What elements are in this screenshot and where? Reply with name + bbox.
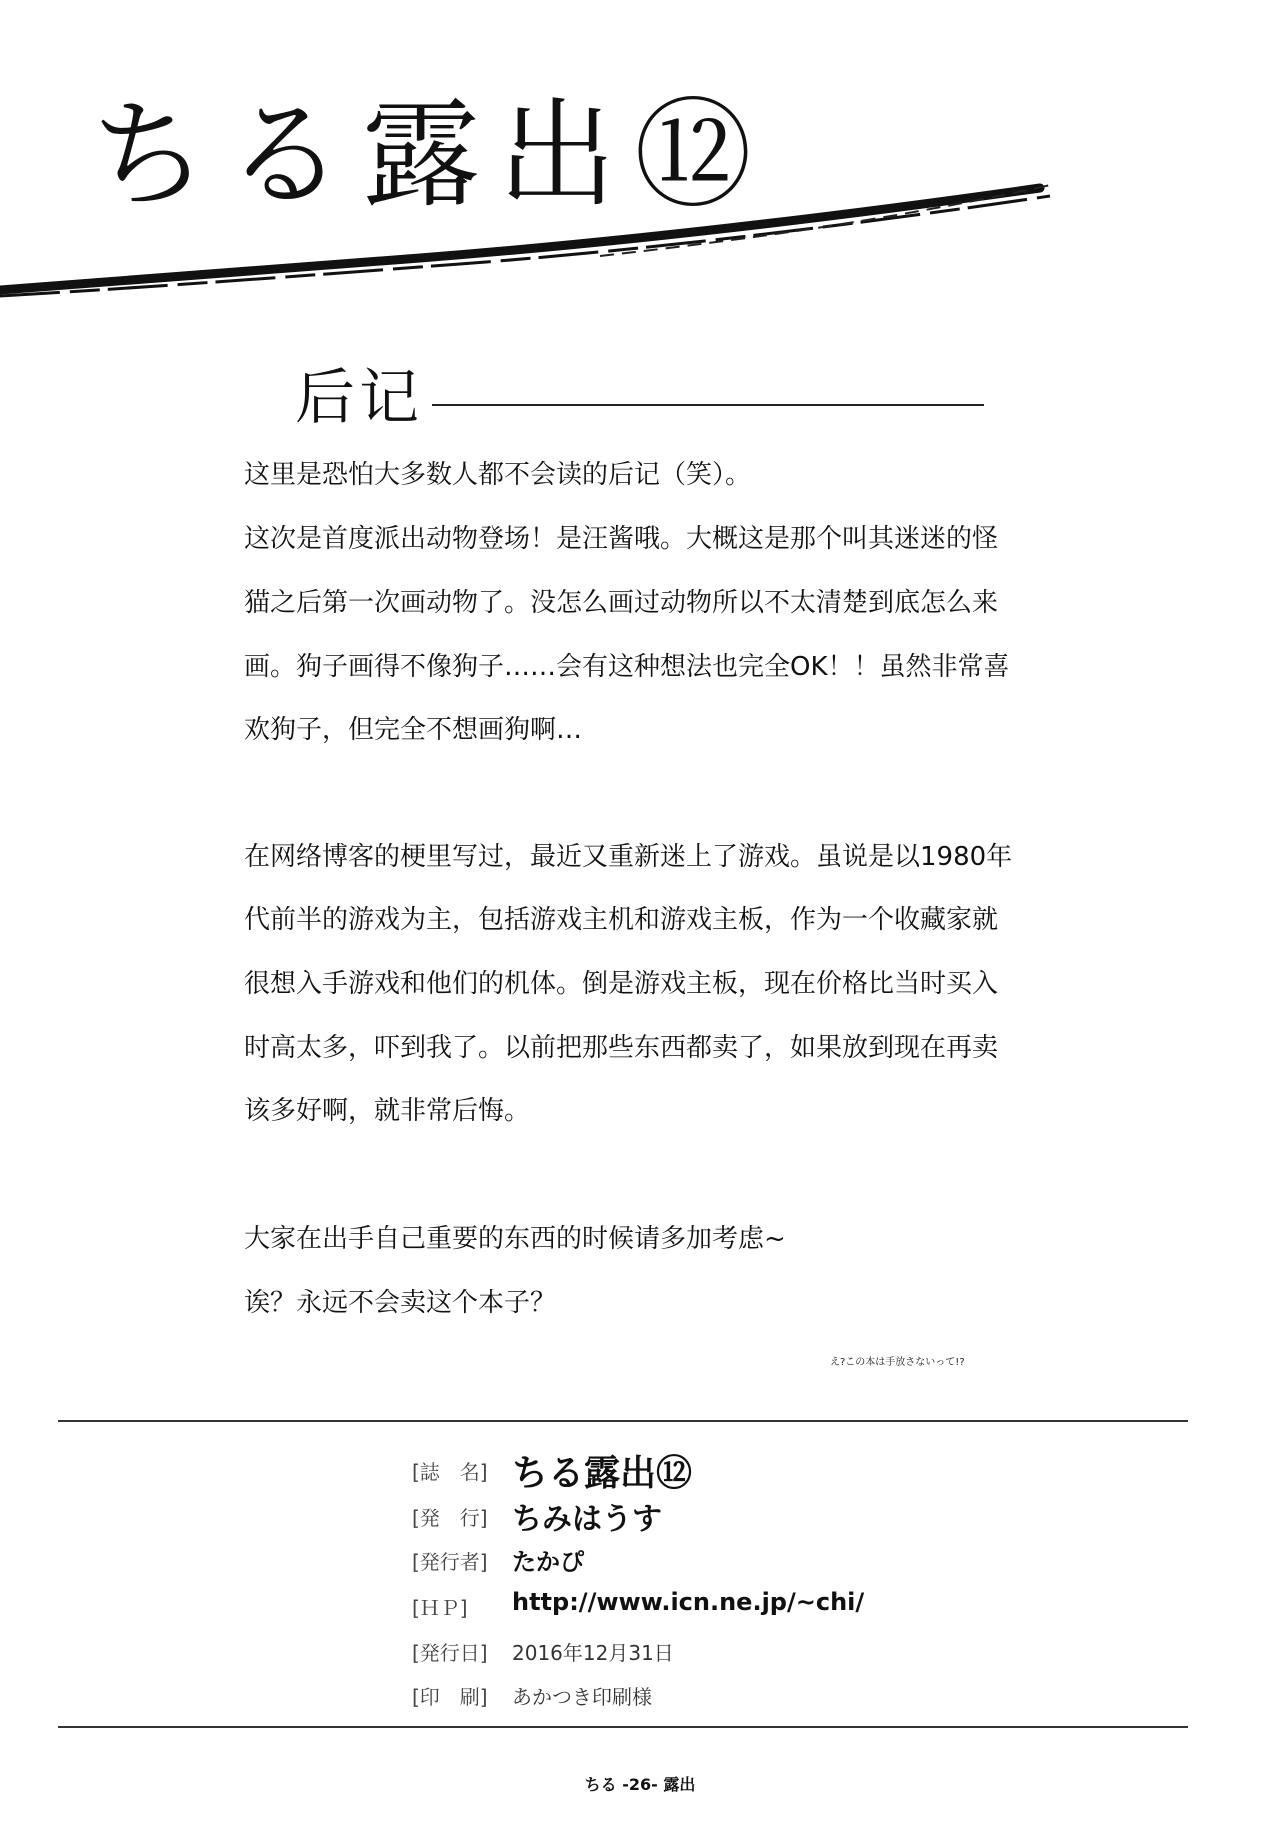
afterword-line: 欢狗子，但完全不想画狗啊… (244, 715, 583, 745)
afterword-line: 该多好啊，就非常后悔。 (244, 1096, 531, 1126)
colophon-label: [誌 名] (412, 1460, 488, 1484)
afterword-line: 这次是首度派出动物登场！是汪酱哦。大概这是那个叫其迷迷的怪 (244, 524, 999, 554)
afterword-aside-note: え?この本は手放さないって!? (830, 1357, 965, 1368)
colophon-bottom-rule (58, 1726, 1188, 1728)
afterword-line: 猫之后第一次画动物了。没怎么画过动物所以不太清楚到底怎么来 (244, 588, 999, 618)
colophon-printer-value: あかつき印刷様 (512, 1685, 652, 1709)
colophon-date-value: 2016年12月31日 (512, 1641, 674, 1665)
colophon-label: [発行日] (412, 1641, 488, 1665)
afterword-line: 时高太多，吓到我了。以前把那些东西都卖了，如果放到现在再卖 (244, 1033, 999, 1063)
colophon-label: [ＨＰ] (412, 1596, 468, 1620)
colophon-publisher-value: たかぴ (512, 1548, 584, 1576)
colophon-title-value: ちる露出⑫ (512, 1453, 693, 1494)
afterword-line: 诶？永远不会卖这个本子？ (244, 1288, 557, 1318)
afterword-line: 大家在出手自己重要的东西的时候请多加考虑~ (244, 1224, 786, 1254)
afterword-line: 代前半的游戏为主，包括游戏主机和游戏主板，作为一个收藏家就 (244, 905, 999, 935)
afterword-heading-rule (432, 404, 984, 406)
colophon-circle-value: ちみはうす (512, 1502, 662, 1537)
afterword-line: 在网络博客的梗里写过，最近又重新迷上了游戏。虽说是以1980年 (244, 842, 1013, 872)
colophon-homepage-link[interactable]: http://www.icn.ne.jp/~chi/ (512, 1588, 865, 1616)
page-title: ちる露出⑫ (90, 86, 771, 224)
colophon-top-rule (58, 1420, 1188, 1422)
colophon-label: [発行者] (412, 1550, 488, 1574)
afterword-heading: 后记 (295, 363, 423, 433)
title-brush-stroke (0, 178, 1060, 308)
page-footer: ちる -26- 露出 (584, 1775, 696, 1794)
afterword-line: 这里是恐怕大多数人都不会读的后记（笑）。 (244, 460, 752, 490)
afterword-line: 很想入手游戏和他们的机体。倒是游戏主板，现在价格比当时买入 (244, 969, 999, 999)
colophon-label: [発 行] (412, 1506, 488, 1530)
colophon-label: [印 刷] (412, 1685, 488, 1709)
afterword-line: 画。狗子画得不像狗子……会有这种想法也完全OK！！虽然非常喜 (244, 652, 1010, 682)
